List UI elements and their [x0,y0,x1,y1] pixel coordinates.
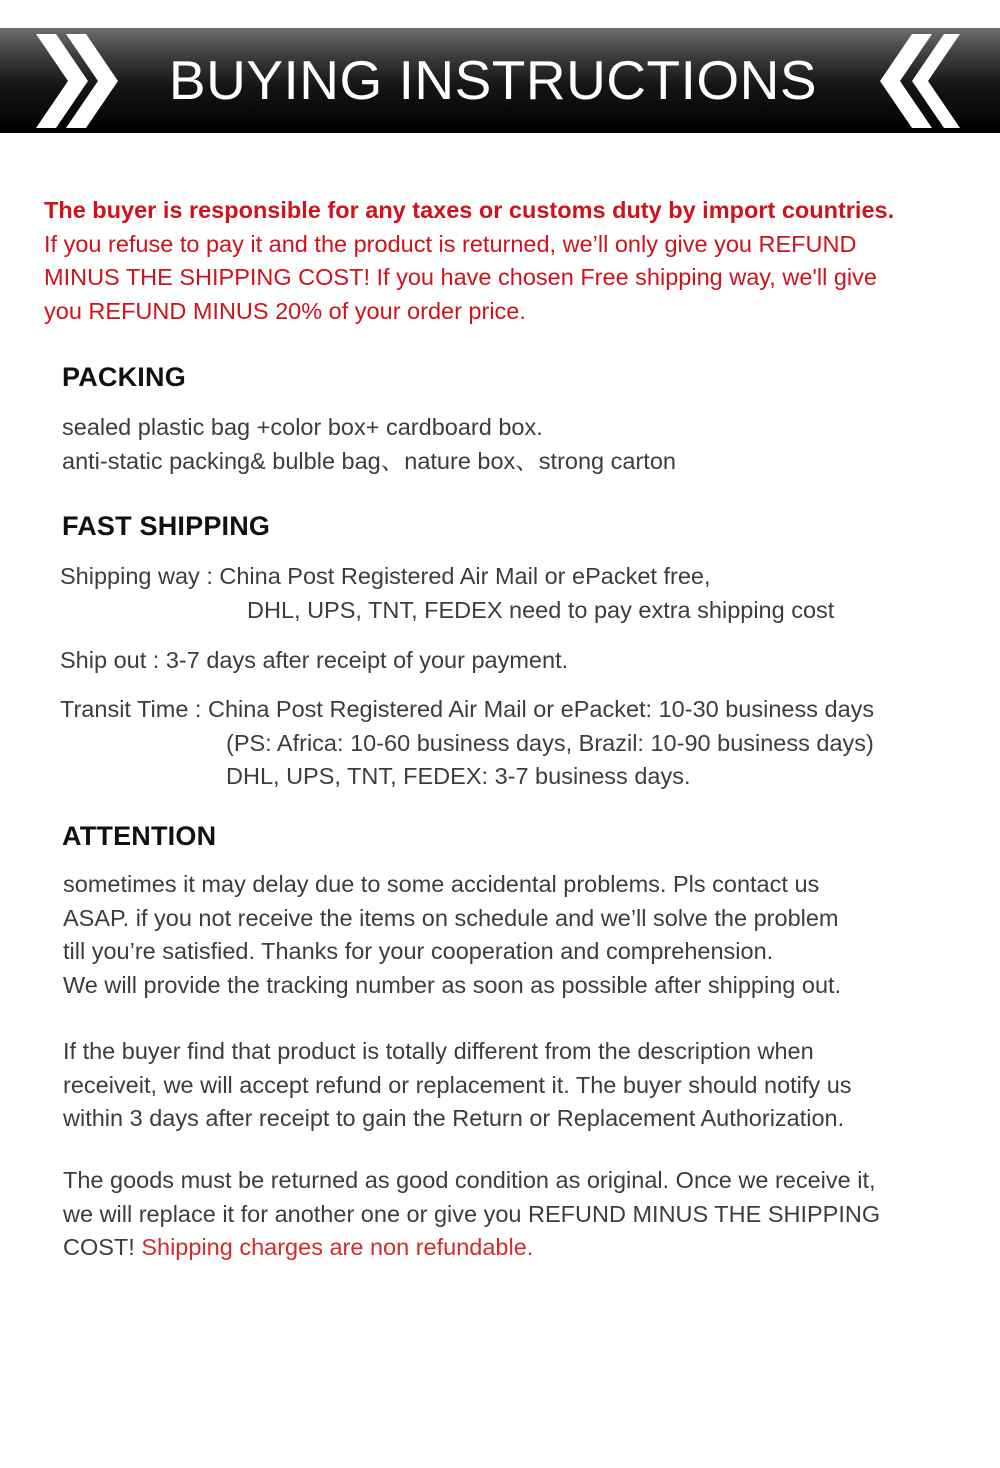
warning-bold-line: The buyer is responsible for any taxes or customs duty by import countries. [44,197,895,223]
attention-line: If the buyer find that product is totally different from the description when [63,1038,814,1064]
warning-line: MINUS THE SHIPPING COST! If you have chosen Free shipping way, we'll give [44,264,877,290]
attention-heading: ATTENTION [62,821,217,851]
page-title: BUYING INSTRUCTIONS [168,49,818,111]
attention-line: sometimes it may delay due to some accidental problems. Pls contact us [63,871,820,897]
transit-time-line: DHL, UPS, TNT, FEDEX: 3-7 business days. [226,763,691,789]
attention-paragraph-2 [63,1035,852,1136]
non-refundable-notice: Shipping charges are non refundable. [141,1234,534,1260]
attention-line: till you’re satisfied. Thanks for your cooperation and comprehension. [63,938,774,964]
attention-paragraph-1 [63,868,841,1002]
tax-warning [44,194,974,328]
attention-line: ASAP. if you not receive the items on schedule and we’ll solve the problem [63,904,839,931]
attention-paragraph-3 [63,1164,880,1265]
transit-time-line: Transit Time : China Post Registered Air Mail or ePacket: 10-30 business days [60,696,875,722]
refund-cost-text: COST! [63,1234,135,1260]
transit-time-line: (PS: Africa: 10-60 business days, Brazil: 10-90 business days) [226,729,874,756]
attention-line: The goods must be returned as good condition as original. Once we receive it, [63,1167,876,1193]
warning-line: If you refuse to pay it and the product is returned, we’ll only give you REFUND [44,230,857,257]
header-banner [0,28,1000,133]
packing-line: anti-static packing& bulble bag、nature box、strong carton [62,447,676,474]
attention-line-last [63,1231,880,1265]
packing-line: sealed plastic bag +color box+ cardboard box. [62,414,543,440]
shipping-way-line: DHL, UPS, TNT, FEDEX need to pay extra shipping cost [247,596,835,623]
attention-line: receiveit, we will accept refund or replacement it. The buyer should notify us [63,1071,852,1098]
attention-line: within 3 days after receipt to gain the Return or Replacement Authorization. [63,1105,845,1131]
transit-time-text [60,693,874,794]
shipping-way-line: Shipping way : China Post Registered Air Mail or ePacket free, [60,563,711,589]
attention-line: we will replace it for another one or give you REFUND MINUS THE SHIPPING [63,1200,881,1227]
packing-text [62,411,676,478]
packing-heading: PACKING [62,362,186,392]
shipping-way-text [60,560,834,627]
attention-line: We will provide the tracking number as soon as possible after shipping out. [63,971,842,998]
ship-out-text: Ship out : 3-7 days after receipt of your payment. [60,647,569,673]
fast-shipping-heading: FAST SHIPPING [62,511,271,541]
double-chevron-left-icon [876,34,964,128]
warning-line: you REFUND MINUS 20% of your order price. [44,297,526,324]
